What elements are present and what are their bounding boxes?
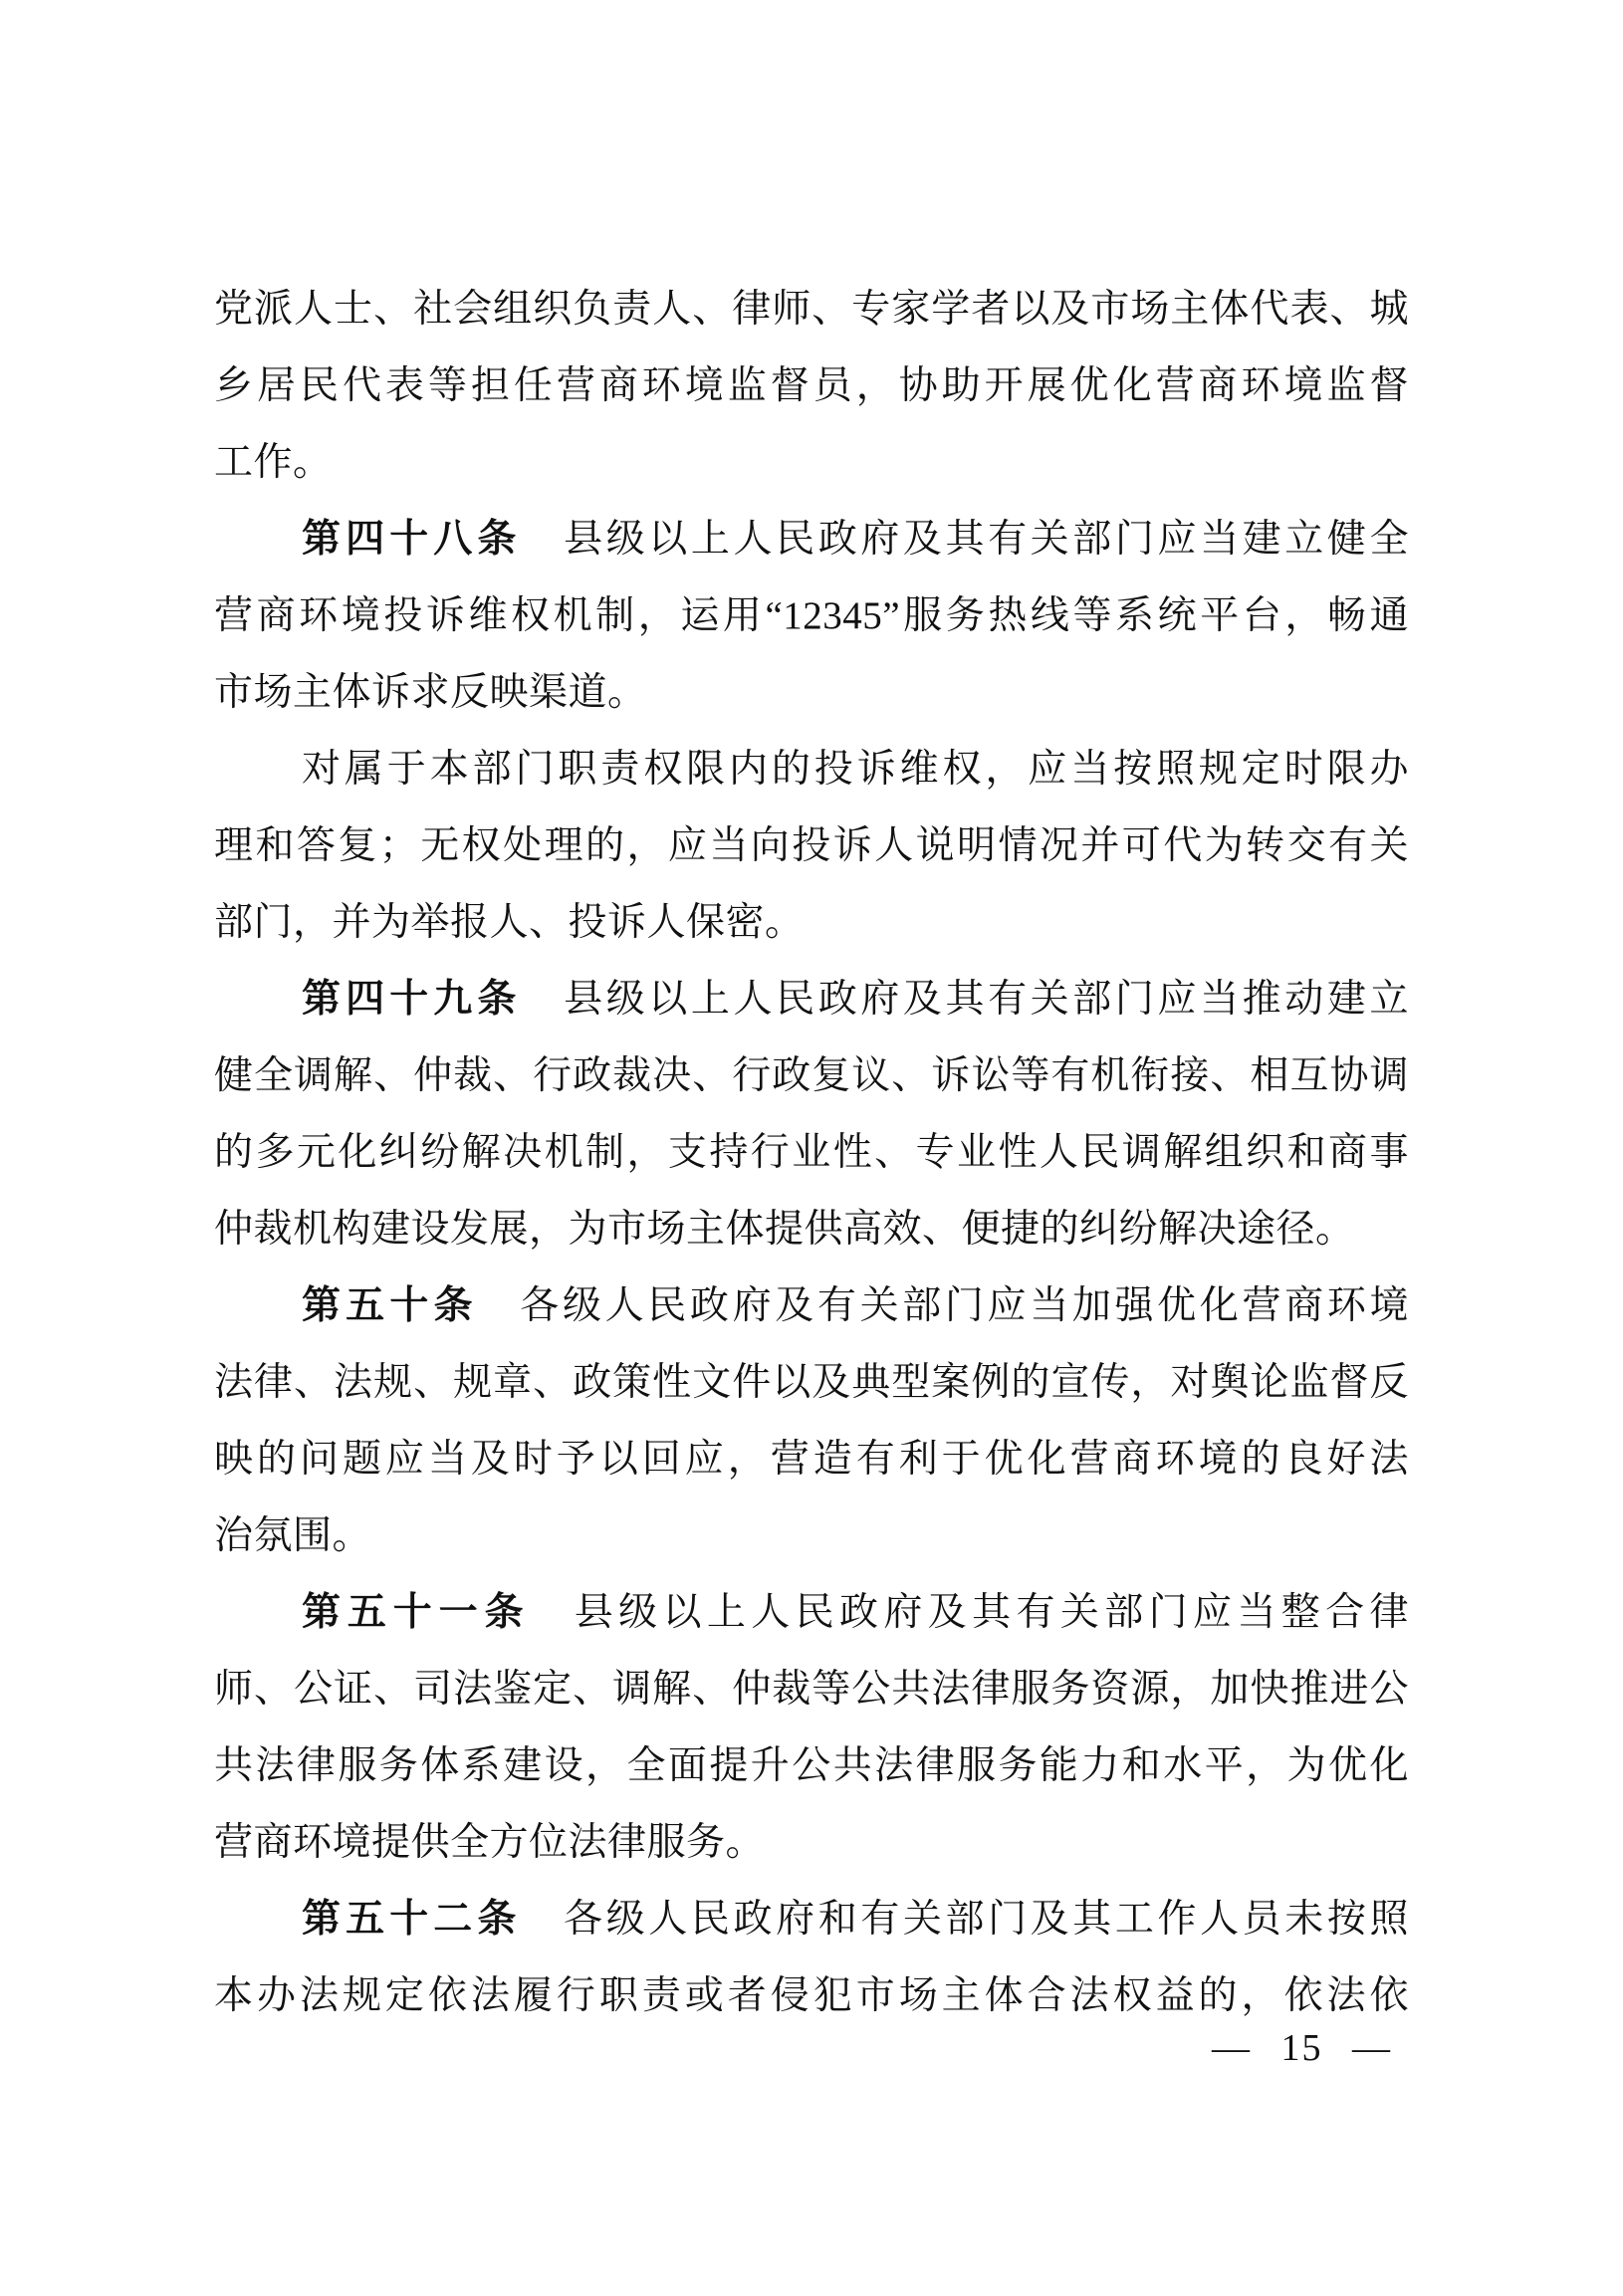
- text-line: [214, 1344, 1409, 1421]
- line-text: 工作。: [214, 441, 333, 484]
- line-text: 本办法规定依法履行职责或者侵犯市场主体合法权益的，依法依: [214, 1974, 1409, 2017]
- text-line: [214, 1191, 1409, 1267]
- text-line: [214, 347, 1409, 424]
- line-text: 部门，并为举报人、投诉人保密。: [214, 901, 805, 944]
- text-line: [214, 1574, 1409, 1651]
- text-line: [214, 501, 1409, 577]
- line-text: 乡居民代表等担任营商环境监督员，协助开展优化营商环境监督: [214, 364, 1409, 407]
- text-line: [214, 1267, 1409, 1344]
- text-line: [214, 961, 1409, 1037]
- line-text: 各级人民政府及有关部门应当加强优化营商环境: [477, 1284, 1409, 1327]
- line-text: 共法律服务体系建设，全面提升公共法律服务能力和水平，为优化: [214, 1744, 1409, 1787]
- text-line: [214, 807, 1409, 884]
- line-text: 仲裁机构建设发展，为市场主体提供高效、便捷的纠纷解决途径。: [214, 1208, 1355, 1251]
- page-number: — 15 —: [1212, 2027, 1392, 2069]
- line-text: 理和答复；无权处理的，应当向投诉人说明情况并可代为转交有关: [214, 824, 1409, 867]
- line-text: 县级以上人民政府及其有关部门应当建立健全: [521, 518, 1409, 561]
- line-text: 营商环境投诉维权机制，运用“12345”服务热线等系统平台，畅通: [214, 594, 1409, 637]
- text-line: [214, 1421, 1409, 1497]
- article-52-number: 第五十二条: [302, 1898, 522, 1941]
- article-51-number: 第五十一条: [302, 1591, 531, 1634]
- text-line: [214, 731, 1409, 807]
- text-line: [214, 577, 1409, 654]
- line-text: 映的问题应当及时予以回应，营造有利于优化营商环境的良好法: [214, 1438, 1409, 1481]
- text-line: [214, 1114, 1409, 1191]
- line-text: 市场主体诉求反映渠道。: [214, 671, 647, 714]
- article-49-number: 第四十九条: [302, 978, 522, 1021]
- text-line: [214, 1037, 1409, 1114]
- line-text: 的多元化纠纷解决机制，支持行业性、专业性人民调解组织和商事: [214, 1131, 1409, 1174]
- line-text: 各级人民政府和有关部门及其工作人员未按照: [521, 1898, 1409, 1941]
- article-50-number: 第五十条: [302, 1284, 478, 1327]
- line-text: 县级以上人民政府及其有关部门应当整合律: [530, 1591, 1409, 1634]
- line-text: 师、公证、司法鉴定、调解、仲裁等公共法律服务资源，加快推进公: [214, 1668, 1409, 1711]
- line-text: 对属于本部门职责权限内的投诉维权，应当按照规定时限办: [302, 748, 1409, 791]
- text-line: [214, 1651, 1409, 1727]
- line-text: 县级以上人民政府及其有关部门应当推动建立: [521, 978, 1409, 1021]
- text-line: [214, 271, 1409, 347]
- text-line: [214, 1727, 1409, 1804]
- line-text: 营商环境提供全方位法律服务。: [214, 1821, 766, 1864]
- body-text: [214, 271, 1409, 2034]
- line-text: 健全调解、仲裁、行政裁决、行政复议、诉讼等有机衔接、相互协调: [214, 1054, 1409, 1097]
- article-48-number: 第四十八条: [302, 518, 522, 561]
- text-line: [214, 1881, 1409, 1957]
- line-text: 党派人士、社会组织负责人、律师、专家学者以及市场主体代表、城: [214, 288, 1409, 331]
- line-text: 治氛围。: [214, 1514, 372, 1557]
- line-text: 法律、法规、规章、政策性文件以及典型案例的宣传，对舆论监督反: [214, 1361, 1409, 1404]
